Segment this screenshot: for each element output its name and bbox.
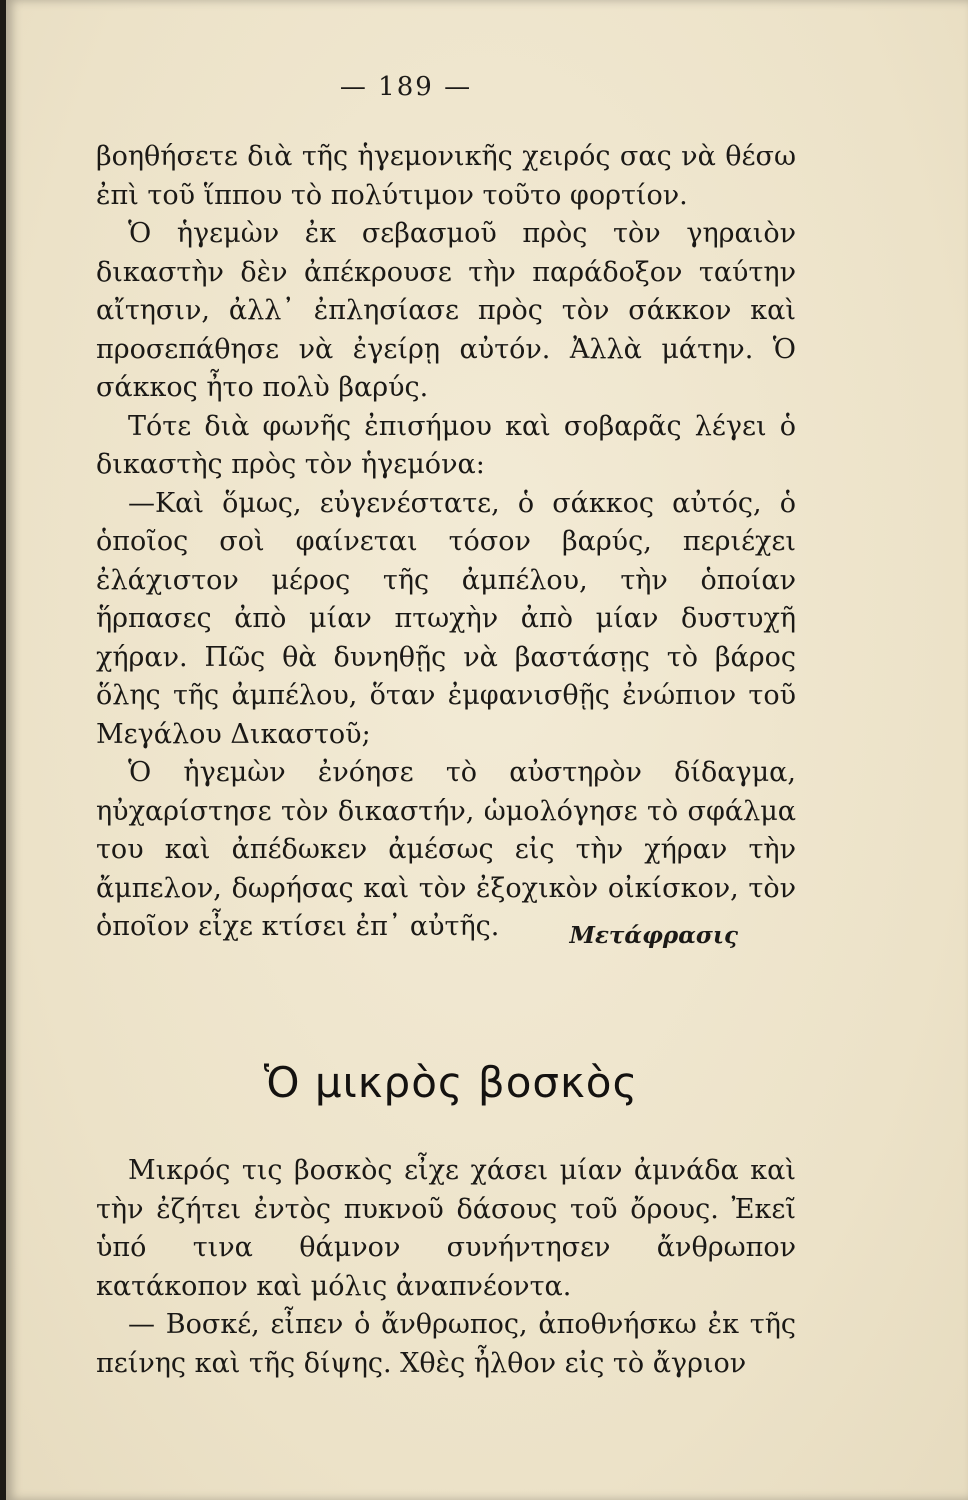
paragraph: Ὁ ἡγεμὼν ἐκ σεβασμοῦ πρὸς τὸν γηραιὸν δικαστὴν δὲν ἀπέκρουσε τὴν παράδοξον ταύτην αἴτησιν, ἀλλ᾽ ἐπλησίασε πρὸς τὸν σάκκον καὶ προσεπάθησε νὰ ἐγείρῃ αὐτόν. Ἀλλὰ μάτην. Ὁ σάκκος ἦτο πολὺ βαρύς. [96, 218, 796, 403]
section-continued-text [96, 138, 796, 947]
page-number: — 189 — [339, 72, 473, 102]
paragraph: Τότε διὰ φωνῆς ἐπισήμου καὶ σοβαρᾶς λέγει ὁ δικαστὴς πρὸς τὸν ἡγεμόνα: [96, 410, 796, 480]
story-text [96, 1152, 796, 1383]
section-title: Ὁ μικρὸς βοσκὸς [263, 1058, 639, 1107]
paragraph: Ὁ ἡγεμὼν ἐνόησε τὸ αὐστηρὸν δίδαγμα, ηὐχαρίστησε τὸν δικαστήν, ὡμολόγησε τὸ σφάλμα του καὶ ἀπέδωκεν ἀμέσως εἰς τὴν χήραν τὴν ἄμπελον, δωρήσας καὶ τὸν ἐξοχικὸν οἰκίσκον, τὸν ὁποῖον εἶχε κτίσει ἐπ᾽ αὐτῆς. [96, 757, 796, 942]
paragraph: —Καὶ ὅμως, εὐγενέστατε, ὁ σάκκος αὐτός, ὁ ὁποῖος σοὶ φαίνεται τόσον βαρύς, περιέχει ἐλάχιστον μέρος τῆς ἀμπέλου, τὴν ὁποίαν ἥρπασες ἀπὸ μίαν πτωχὴν ἀπὸ μίαν δυστυχῆ χήραν. Πῶς θὰ δυνηθῇς νὰ βαστάσῃς τὸ βάρος ὅλης τῆς ἀμπέλου, ὅταν ἐμφανισθῇς ἐνώπιον τοῦ Μεγάλου Δικαστοῦ; [96, 487, 796, 750]
paragraph: — Βοσκέ, εἶπεν ὁ ἄνθρωπος, ἀποθνήσκω ἐκ τῆς πείνης καὶ τῆς δίψης. Χθὲς ἦλθον εἰς τὸ ἄγριον [96, 1309, 796, 1379]
book-page [6, 0, 968, 1500]
attribution: Μετάφρασις [569, 922, 738, 949]
paragraph: Μικρός τις βοσκὸς εἶχε χάσει μίαν ἀμνάδα καὶ τὴν ἐζήτει ἐντὸς πυκνοῦ δάσους τοῦ ὄρους. Ἐκεῖ ὑπό τινα θάμνον συνήντησεν ἄνθρωπον κατάκοπον καὶ μόλις ἀναπνέοντα. [96, 1155, 796, 1302]
paragraph: βοηθήσετε διὰ τῆς ἡγεμονικῆς χειρός σας νὰ θέσω ἐπὶ τοῦ ἵππου τὸ πολύτιμον τοῦτο φορτίον. [96, 141, 796, 211]
